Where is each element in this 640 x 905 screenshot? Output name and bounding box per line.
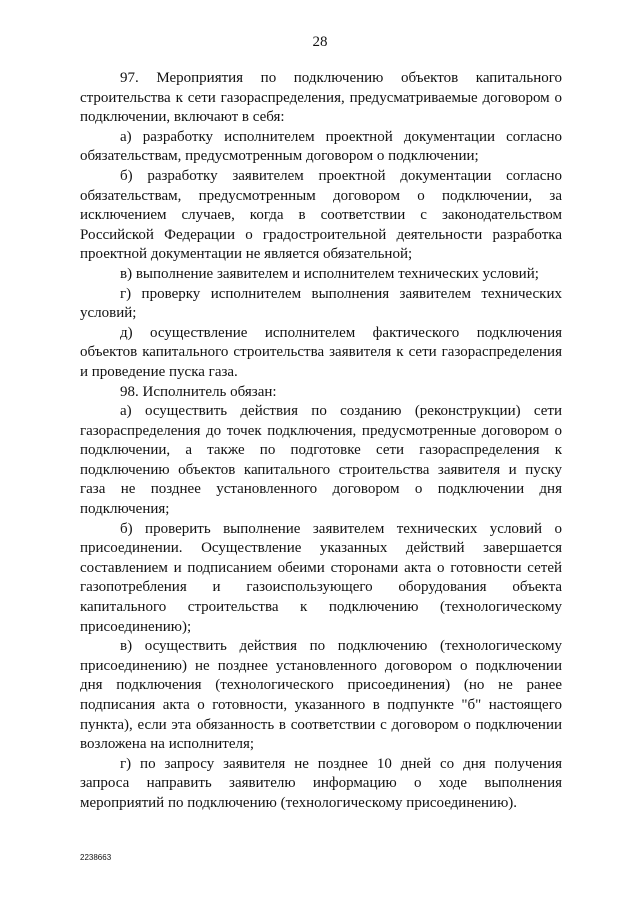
paragraph-97-d: д) осуществление исполнителем фактического подключения объектов капитального строительства заявителя к сети газораспределения и проведение пуска газа. — [80, 324, 562, 380]
document-code: 2238663 — [80, 853, 112, 862]
paragraph-98-b: б) проверить выполнение заявителем технических условий о присоединении. Осуществление указанных действий завершается составлением и подписанием обеими сторонами акта о готовности сетей газопотребления и газоиспользующего оборудования объекта капитального строительства к подключению (технологическому присоединению); — [80, 520, 562, 635]
paragraph-98-v: в) осуществить действия по подключению (технологическому присоединению) не позднее установленного договором о подключении дня подключения (технологического присоединения) (но не ранее подписания акта о готовности, указанного в подпункте "б" настоящего пункта), если эта обязанность в соответствии с договором о подключении возложена на исполнителя; — [80, 638, 562, 753]
document-body — [80, 69, 562, 814]
paragraph-97-v: в) выполнение заявителем и исполнителем технических условий; — [120, 265, 539, 282]
paragraph-97-intro: 97. Мероприятия по подключению объектов капитального строительства к сети газораспределения, предусматриваемые договором о подключении, включают в себя: — [80, 70, 562, 126]
page-number: 28 — [312, 34, 328, 50]
paragraph-97-a: а) разработку исполнителем проектной документации согласно обязательствам, предусмотренным договором о подключении; — [80, 128, 562, 165]
paragraph-98-a: а) осуществить действия по созданию (реконструкции) сети газораспределения до точек подключения, предусмотренные договором о подключении, а также по подготовке сети газораспределения к подключению объектов капитального строительства заявителя и пуску газа не позднее установленного договором о подключении дня подключения; — [80, 403, 562, 518]
paragraph-98-g: г) по запросу заявителя не позднее 10 дней со дня получения запроса направить заявителю информацию о ходе выполнения мероприятий по подключению (технологическому присоединению). — [80, 755, 562, 811]
paragraph-97-b: б) разработку заявителем проектной документации согласно обязательствам, предусмотренным договором о подключении, за исключением случаев, когда в соответствии с законодательством Российской Федерации о градостроительной деятельности разработка проектной документации не является обязательной; — [80, 167, 562, 263]
paragraph-98-intro: 98. Исполнитель обязан: — [120, 383, 277, 400]
paragraph-97-g: г) проверку исполнителем выполнения заявителем технических условий; — [80, 285, 562, 322]
